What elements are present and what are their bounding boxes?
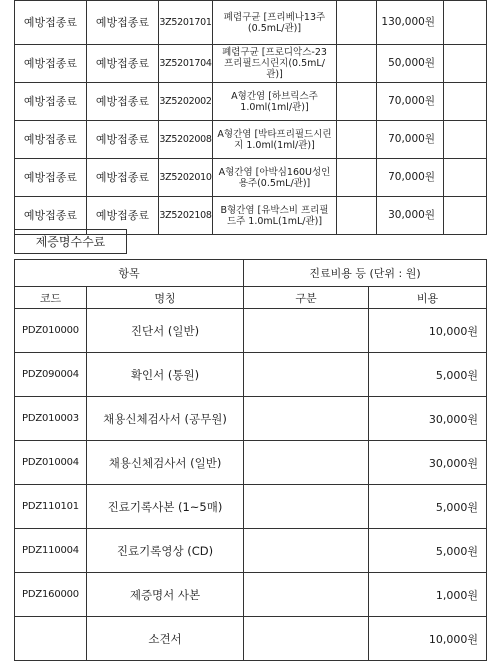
header-item-group: 항목 [15,260,244,287]
category-cell: 예방접종료 [15,45,87,83]
code-cell: 3Z5201704 [159,45,213,83]
category-cell: 예방접종료 [15,159,87,197]
blank-cell [337,159,377,197]
subcategory-cell: 예방접종료 [87,45,159,83]
code-cell: PDZ010000 [15,309,87,353]
type-cell [244,573,369,617]
vaccine-name-cell: 폐렴구균 [프로디악스-23 프리필드시린지(0.5mL/관)] [213,45,337,83]
cost-cell: 5,000원 [369,353,487,397]
name-cell: 채용신체검사서 (일반) [87,441,244,485]
blank-cell [444,121,487,159]
table-row [15,441,487,485]
vaccination-fee-table [14,0,487,235]
code-cell: PDZ010004 [15,441,87,485]
blank-cell [444,159,487,197]
cost-cell: 10,000원 [369,617,487,661]
table-row [15,573,487,617]
category-cell: 예방접종료 [15,121,87,159]
name-cell: 진단서 (일반) [87,309,244,353]
header-type: 구분 [244,287,369,309]
vaccine-name-cell: A형간염 [아박심160U성인용주(0.5mL/관)] [213,159,337,197]
code-cell: 3Z5201701 [159,1,213,45]
blank-cell [444,197,487,235]
cost-cell: 1,000원 [369,573,487,617]
code-cell: 3Z5202010 [159,159,213,197]
price-cell: 50,000원 [377,45,444,83]
blank-cell [444,83,487,121]
certificate-fee-table [14,259,487,661]
code-cell: 3Z5202002 [159,83,213,121]
code-cell: PDZ160000 [15,573,87,617]
code-cell: PDZ090004 [15,353,87,397]
blank-cell [337,197,377,235]
table-row [15,353,487,397]
name-cell: 소견서 [87,617,244,661]
type-cell [244,397,369,441]
price-cell: 30,000원 [377,197,444,235]
vaccine-name-cell: A형간염 [하브릭스주 1.0ml(1ml/관)] [213,83,337,121]
cost-cell: 5,000원 [369,529,487,573]
vaccine-name-cell: 폐렴구균 [프리베나13주 (0.5mL/관)] [213,1,337,45]
subcategory-cell: 예방접종료 [87,83,159,121]
subcategory-cell: 예방접종료 [87,121,159,159]
name-cell: 확인서 (통원) [87,353,244,397]
table-row [15,309,487,353]
name-cell: 진료기록영상 (CD) [87,529,244,573]
name-cell: 채용신체검사서 (공무원) [87,397,244,441]
table-row [15,121,487,159]
table-row [15,617,487,661]
table-row [15,83,487,121]
table-row [15,485,487,529]
section-title-text: 제증명수수료 [35,235,106,249]
type-cell [244,353,369,397]
header-name: 명칭 [87,287,244,309]
blank-cell [337,1,377,45]
type-cell [244,529,369,573]
table-row [15,159,487,197]
blank-cell [337,121,377,159]
cost-cell: 10,000원 [369,309,487,353]
category-cell: 예방접종료 [15,197,87,235]
blank-cell [337,45,377,83]
subcategory-cell: 예방접종료 [87,197,159,235]
cost-cell: 5,000원 [369,485,487,529]
price-cell: 70,000원 [377,121,444,159]
table-row [15,1,487,45]
price-cell: 70,000원 [377,83,444,121]
code-cell: PDZ110004 [15,529,87,573]
header-code: 코드 [15,287,87,309]
type-cell [244,441,369,485]
name-cell: 제증명서 사본 [87,573,244,617]
blank-cell [444,1,487,45]
type-cell [244,485,369,529]
code-cell: 3Z5202008 [159,121,213,159]
vaccine-name-cell: B형간염 [유박스비 프리필드주 1.0mL(1mL/관)] [213,197,337,235]
code-cell [15,617,87,661]
code-cell: 3Z5202108 [159,197,213,235]
price-cell: 130,000원 [377,1,444,45]
subcategory-cell: 예방접종료 [87,1,159,45]
table-row [15,397,487,441]
header-row-group [15,260,487,287]
type-cell [244,309,369,353]
table-row [15,45,487,83]
type-cell [244,617,369,661]
category-cell: 예방접종료 [15,83,87,121]
code-cell: PDZ110101 [15,485,87,529]
name-cell: 진료기록사본 (1~5매) [87,485,244,529]
price-cell: 70,000원 [377,159,444,197]
category-cell: 예방접종료 [15,1,87,45]
cost-cell: 30,000원 [369,397,487,441]
subcategory-cell: 예방접종료 [87,159,159,197]
header-fee-group: 진료비용 등 (단위 : 원) [244,260,487,287]
section-title [14,229,127,254]
blank-cell [337,83,377,121]
cost-cell: 30,000원 [369,441,487,485]
table-row [15,529,487,573]
header-cost: 비용 [369,287,487,309]
blank-cell [444,45,487,83]
code-cell: PDZ010003 [15,397,87,441]
header-row-columns [15,287,487,309]
vaccine-name-cell: A형간염 [박타프리필드시린지 1.0ml(1ml/관)] [213,121,337,159]
